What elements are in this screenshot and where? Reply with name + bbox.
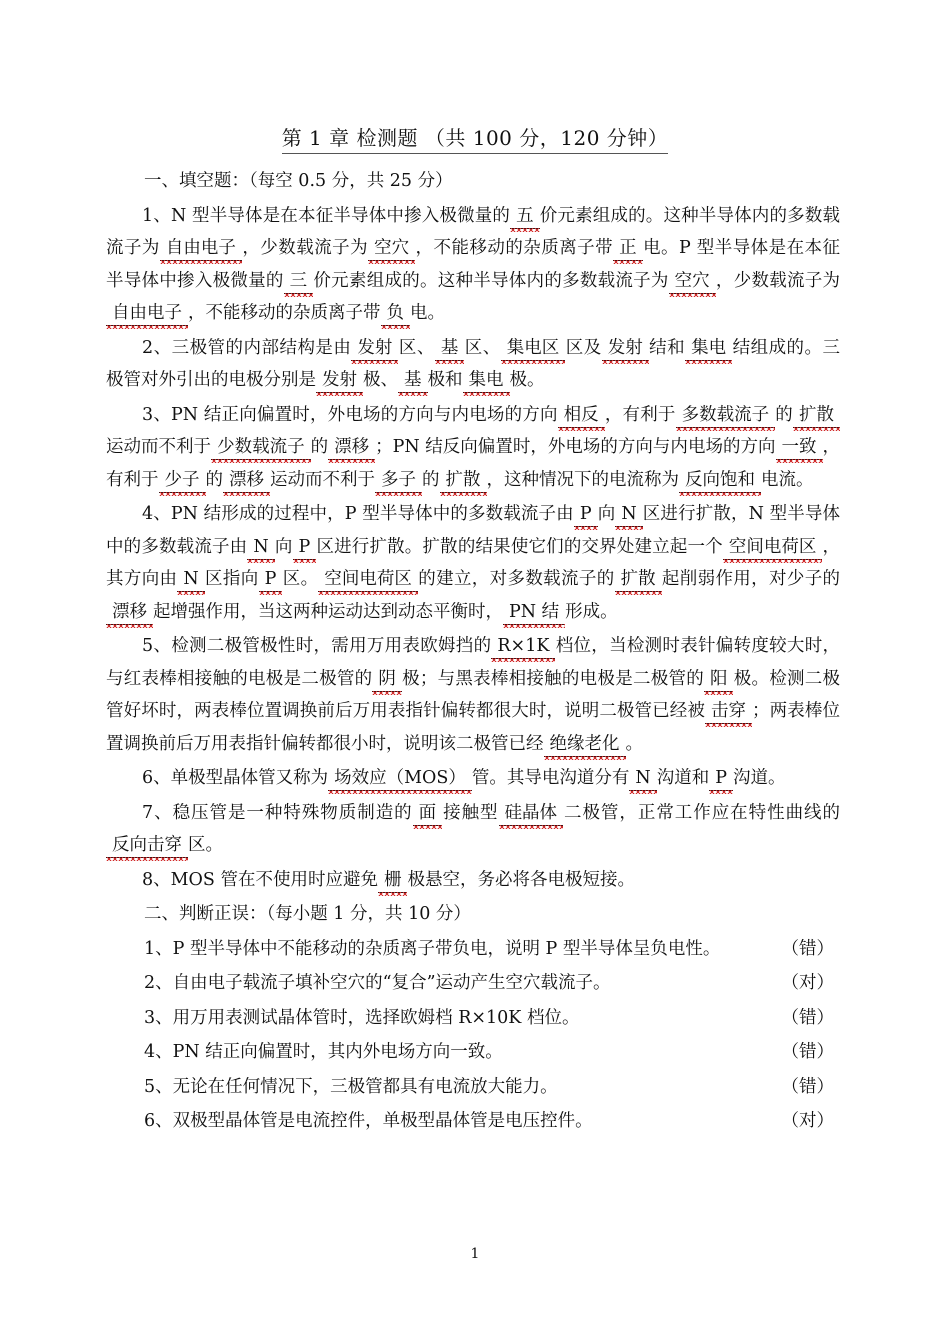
answer-blank: 少数载流子 — [211, 435, 311, 460]
question-text: 向 — [274, 536, 293, 557]
true-false-item — [106, 967, 840, 1000]
red-wavy-underline — [574, 526, 598, 530]
question-text: 区、 — [398, 337, 435, 358]
red-wavy-underline — [629, 790, 656, 794]
section-heading-true-false: 二、判断正误：（每小题 1 分，共 10 分） — [144, 904, 471, 924]
red-wavy-underline — [501, 360, 566, 364]
red-wavy-underline — [723, 559, 823, 563]
question-text: ，有利于 — [106, 437, 841, 490]
page-number: 1 — [470, 1246, 480, 1262]
true-false-item — [106, 1071, 840, 1104]
true-false-answer: （错） — [781, 938, 834, 959]
red-wavy-underline — [177, 591, 204, 595]
answer-blank: 漂移 — [106, 600, 153, 625]
answer-blank: 漂移 — [223, 468, 270, 493]
document-body — [106, 165, 840, 1140]
answer-blank: 五 — [510, 204, 540, 229]
answer-blank: 集电 — [463, 368, 510, 393]
red-wavy-underline — [160, 260, 242, 264]
red-wavy-underline — [602, 360, 649, 364]
title-text: 第 1 章 检测题 （共 100 分，120 分钟） — [282, 124, 669, 154]
answer-blank: P — [259, 567, 283, 592]
question-text: 2、三极管的内部结构是由 — [142, 337, 352, 358]
red-wavy-underline — [106, 624, 153, 628]
red-wavy-underline — [328, 459, 375, 463]
question-text: 区指向 — [204, 569, 259, 589]
red-wavy-underline — [293, 559, 317, 563]
red-wavy-underline — [510, 228, 540, 232]
answer-blank: 阳 — [704, 667, 734, 692]
question-text: 管。其导电沟道分有 — [471, 768, 630, 788]
answer-blank: 空间电荷区 — [318, 567, 418, 592]
true-false-answer: （错） — [781, 1076, 834, 1097]
red-wavy-underline — [378, 892, 408, 896]
question-text: 区进行扩散。扩散的结果使它们的交界处建立起一个 — [316, 536, 723, 557]
question-text: ；两表棒位置调换前后万用表指针偏转都很小时，说明该二极管已经 — [106, 701, 841, 754]
true-false-statement: 5、无论在任何情况下，三极管都具有电流放大能力。 — [144, 1076, 558, 1097]
answer-blank: 空穴 — [368, 236, 415, 261]
question-text: 电。 — [410, 303, 445, 323]
question-paragraph — [106, 332, 840, 397]
answer-blank: 阴 — [372, 667, 402, 692]
answer-blank: N — [629, 766, 656, 791]
red-wavy-underline — [685, 360, 732, 364]
question-text: ，这种情况下的电流称为 — [486, 469, 679, 490]
true-false-statement: 2、自由电子载流子填补空穴的“复合”运动产生空穴载流子。 — [144, 973, 611, 993]
red-wavy-underline — [709, 790, 733, 794]
answer-blank: 负 — [381, 301, 411, 326]
question-text: 4、PN 结形成的过程中，P 型半导体中的多数载流子由 — [142, 504, 574, 524]
question-text: 价元素组成的。这种半导体内的多数载流子为 — [106, 205, 840, 258]
question-text: ，少数载流子为 — [241, 238, 369, 258]
answer-blank: 扩散 — [440, 468, 487, 493]
true-false-statement: 1、P 型半导体中不能移动的杂质离子带负电，说明 P 型半导体呈负电性。 — [144, 938, 721, 959]
answer-blank: R×1K — [491, 634, 555, 659]
red-wavy-underline — [259, 591, 283, 595]
red-wavy-underline — [106, 857, 188, 861]
red-wavy-underline — [375, 492, 422, 496]
question-text: 起削弱作用，对少子的 — [661, 569, 841, 589]
question-text: 结和 — [648, 337, 686, 358]
red-wavy-underline — [106, 325, 188, 329]
answer-blank: 空穴 — [669, 269, 716, 294]
red-wavy-underline — [440, 492, 487, 496]
answer-blank: 少子 — [159, 468, 206, 493]
red-wavy-underline — [398, 392, 428, 396]
question-text: 运动而不利于 — [270, 469, 375, 490]
question-text: 3、PN 结正向偏置时，外电场的方向与内电场的方向 — [142, 404, 558, 425]
true-false-item — [106, 933, 840, 966]
true-false-answer: （对） — [781, 973, 834, 993]
question-text: 起增强作用，当这两种运动达到动态平衡时， — [153, 601, 503, 622]
question-paragraph — [106, 399, 840, 497]
question-text: 向 — [597, 504, 616, 524]
question-text: 的 — [422, 469, 440, 490]
question-text: 极。检测二极管好坏时，两表棒位置调换前后万用表指针偏转都很大时，说明二极管已经被 — [106, 668, 841, 721]
red-wavy-underline — [676, 427, 776, 431]
answer-blank: N — [615, 502, 642, 527]
question-text: 电流。 — [761, 469, 814, 490]
answer-blank: 多数载流子 — [676, 403, 776, 428]
answer-blank: P — [293, 535, 317, 560]
question-text: 1、N 型半导体是在本征半导体中掺入极微量的 — [142, 205, 511, 226]
red-wavy-underline — [413, 825, 443, 829]
question-text: 的 — [310, 437, 329, 457]
red-wavy-underline — [558, 427, 605, 431]
true-false-item — [106, 1002, 840, 1035]
question-text: 沟道和 — [656, 768, 710, 788]
page-title — [0, 124, 950, 154]
red-wavy-underline — [615, 526, 642, 530]
answer-blank: 相反 — [558, 403, 605, 428]
question-text: 的 — [775, 404, 793, 425]
red-wavy-underline — [435, 360, 465, 364]
red-wavy-underline — [223, 492, 270, 496]
red-wavy-underline — [669, 293, 716, 297]
question-paragraph — [106, 797, 840, 862]
red-wavy-underline — [776, 459, 823, 463]
red-wavy-underline — [318, 591, 418, 595]
question-text: 6、单极型晶体管又称为 — [142, 768, 329, 788]
question-text: 区、 — [464, 337, 501, 358]
true-false-item — [106, 1036, 840, 1069]
question-text: 8、MOS 管在不使用时应避免 — [142, 869, 378, 890]
question-text: 电。P 型半导体是在本征半导体中掺入极微量的 — [106, 238, 841, 291]
answer-blank: P — [709, 766, 733, 791]
red-wavy-underline — [705, 723, 752, 727]
question-text: 形成。 — [565, 601, 618, 622]
red-wavy-underline — [247, 559, 274, 563]
question-text: 的建立，对多数载流子的 — [417, 569, 615, 589]
answer-blank: 正 — [613, 236, 643, 261]
answer-blank: 面 — [413, 801, 443, 826]
fill-blank-questions — [106, 200, 840, 897]
question-text: ，少数载流子为 — [715, 270, 841, 291]
answer-blank: 多子 — [375, 468, 422, 493]
answer-blank: 集电区 — [501, 336, 566, 361]
answer-blank: 一致 — [776, 435, 823, 460]
true-false-answer: （错） — [781, 1042, 834, 1062]
red-wavy-underline — [544, 756, 626, 760]
question-text: ，不能移动的杂质离子带 — [415, 238, 614, 258]
answer-blank: 绝缘老化 — [544, 732, 626, 757]
red-wavy-underline — [368, 260, 415, 264]
question-paragraph — [106, 864, 840, 897]
red-wavy-underline — [159, 492, 206, 496]
red-wavy-underline — [328, 790, 472, 794]
red-wavy-underline — [284, 293, 314, 297]
question-text: ，有利于 — [604, 404, 676, 425]
question-text: ；PN 结反向偏置时，外电场的方向与内电场的方向 — [375, 437, 776, 457]
question-text: 区。 — [282, 569, 319, 589]
answer-blank: 三 — [284, 269, 314, 294]
question-text: 5、检测二极管极性时，需用万用表欧姆挡的 — [142, 636, 492, 656]
question-text: 沟道。 — [733, 768, 786, 788]
question-text: 。 — [625, 733, 643, 754]
red-wavy-underline — [499, 825, 564, 829]
question-text: 区及 — [565, 337, 602, 358]
true-false-answer: （对） — [781, 1111, 834, 1131]
true-false-questions — [106, 933, 840, 1138]
red-wavy-underline — [503, 624, 565, 628]
red-wavy-underline — [793, 427, 840, 431]
question-text: ，其方向由 — [106, 536, 841, 589]
true-false-statement: 4、PN 结正向偏置时，其内外电场方向一致。 — [144, 1042, 503, 1062]
answer-blank: P — [574, 502, 598, 527]
red-wavy-underline — [613, 260, 643, 264]
answer-blank: 发射 — [602, 336, 649, 361]
question-text: 的 — [205, 469, 223, 490]
answer-blank: 基 — [435, 336, 465, 361]
question-text: 价元素组成的。这种半导体内的多数载流子为 — [313, 270, 669, 291]
true-false-answer: （错） — [781, 1007, 834, 1028]
question-text: 接触型 — [442, 802, 499, 823]
answer-blank: 击穿 — [705, 699, 752, 724]
answer-blank: 基 — [398, 368, 428, 393]
answer-blank: 反向饱和 — [679, 468, 761, 493]
red-wavy-underline — [679, 492, 761, 496]
question-text: 极；与黑表棒相接触的电极是二极管的 — [401, 668, 704, 689]
answer-blank: 栅 — [378, 868, 408, 893]
red-wavy-underline — [704, 691, 734, 695]
answer-blank: N — [247, 535, 274, 560]
answer-blank: N — [177, 567, 204, 592]
question-text: 极、 — [363, 370, 398, 390]
question-text: 7、稳压管是一种特殊物质制造的 — [142, 802, 413, 823]
answer-blank: 扩散 — [615, 567, 662, 592]
answer-blank: 场效应（MOS） — [328, 766, 472, 791]
answer-blank: 硅晶体 — [499, 801, 564, 826]
red-wavy-underline — [491, 658, 555, 662]
answer-blank: 自由电子 — [160, 236, 242, 261]
answer-blank: PN 结 — [503, 600, 565, 625]
answer-blank: 发射 — [316, 368, 363, 393]
question-text: 区进行扩散，N 型半导体中的多数载流子由 — [106, 504, 841, 557]
question-text: 结组成的。三极管对外引出的电极分别是 — [106, 337, 841, 390]
true-false-statement: 3、用万用表测试晶体管时，选择欧姆档 R×10K 档位。 — [144, 1007, 580, 1028]
answer-blank: 自由电子 — [106, 301, 188, 326]
question-text: 二极管，正常工作应在特性曲线的 — [563, 802, 841, 823]
red-wavy-underline — [316, 392, 363, 396]
red-wavy-underline — [351, 360, 398, 364]
question-text: 运动而不利于 — [106, 437, 212, 457]
question-paragraph — [106, 762, 840, 795]
answer-blank: 扩散 — [793, 403, 840, 428]
question-text: 档位，当检测时表针偏转度较大时，与红表棒相接触的电极是二极管的 — [106, 636, 840, 689]
question-paragraph — [106, 498, 840, 628]
answer-blank: 发射 — [351, 336, 398, 361]
question-text: 区。 — [188, 835, 223, 855]
red-wavy-underline — [381, 325, 411, 329]
red-wavy-underline — [372, 691, 402, 695]
question-text: 极。 — [509, 370, 545, 390]
answer-blank: 集电 — [685, 336, 732, 361]
answer-blank: 漂移 — [328, 435, 375, 460]
red-wavy-underline — [463, 392, 510, 396]
question-text: 极和 — [427, 370, 463, 390]
answer-blank: 空间电荷区 — [723, 535, 823, 560]
red-wavy-underline — [211, 459, 311, 463]
question-paragraph — [106, 630, 840, 760]
section-heading-fill-blank: 一、填空题：（每空 0.5 分，共 25 分） — [144, 171, 453, 191]
true-false-item — [106, 1105, 840, 1138]
question-paragraph — [106, 200, 840, 330]
red-wavy-underline — [615, 591, 662, 595]
question-text: ，不能移动的杂质离子带 — [188, 303, 381, 323]
answer-blank: 反向击穿 — [106, 833, 188, 858]
question-text: 极悬空，务必将各电极短接。 — [407, 869, 635, 890]
true-false-statement: 6、双极型晶体管是电流控件，单极型晶体管是电压控件。 — [144, 1111, 593, 1131]
